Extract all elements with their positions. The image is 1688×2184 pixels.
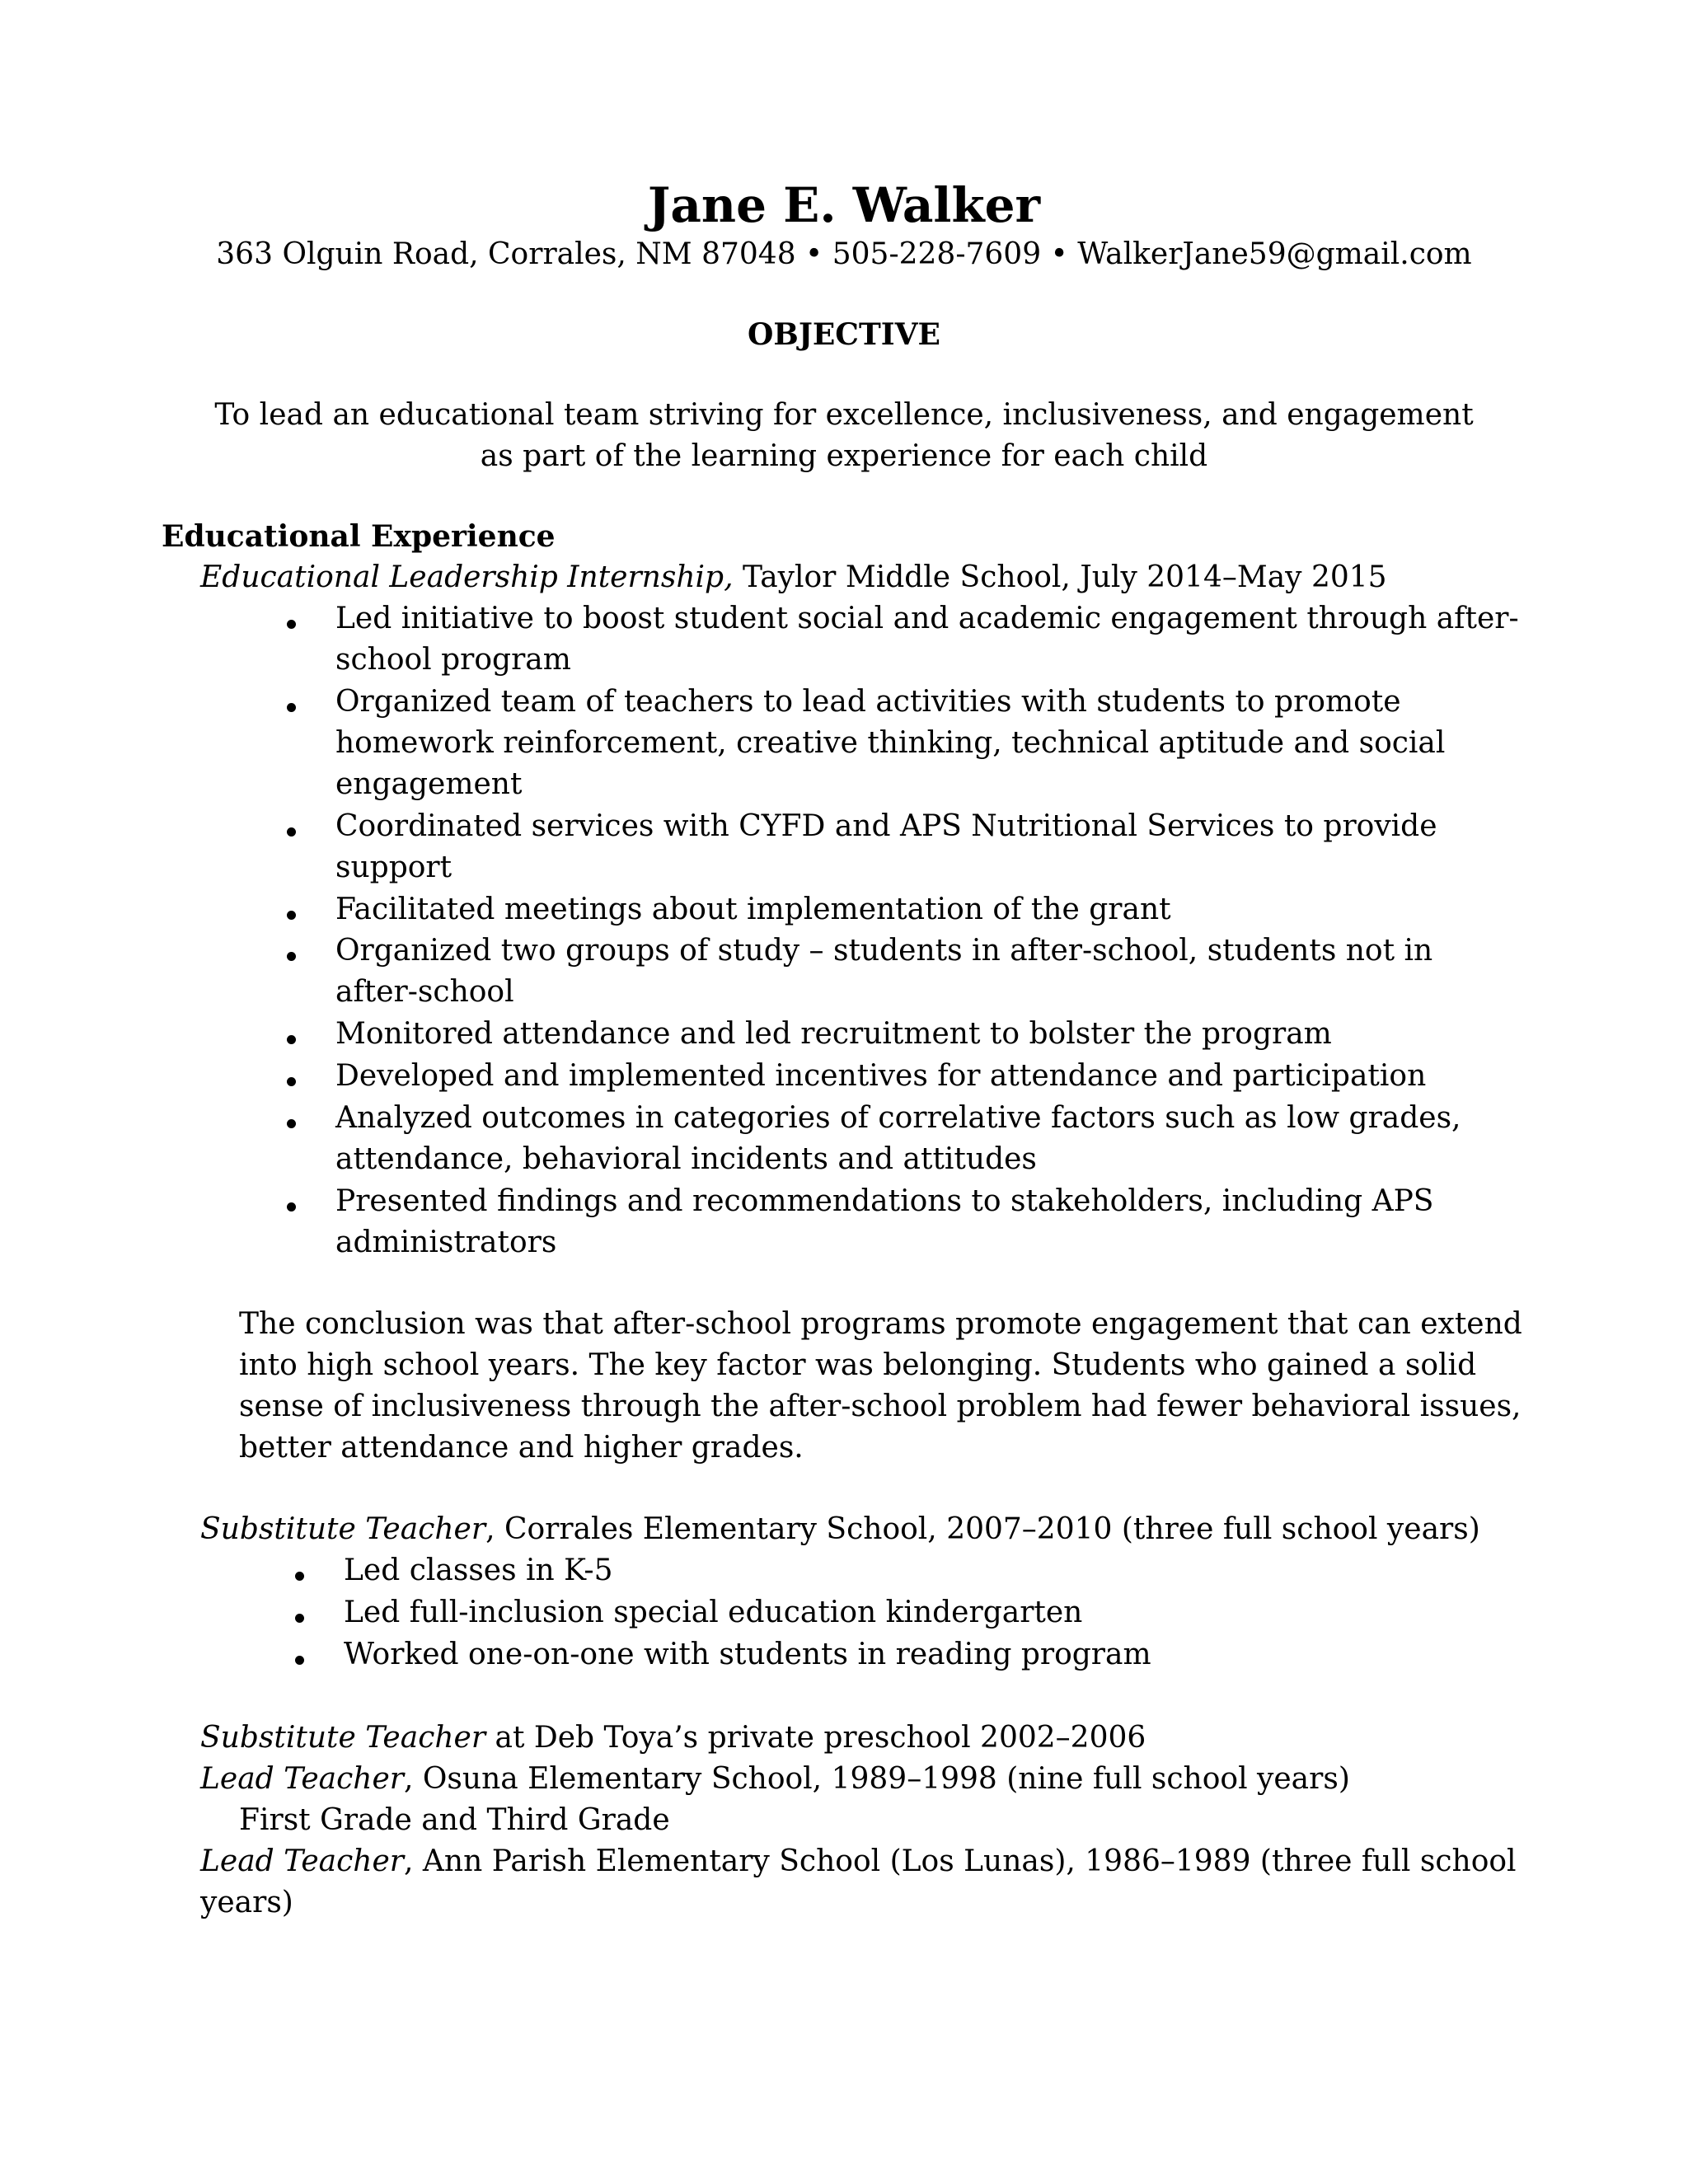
substitute-corrales-detail: , Corrales Elementary School, 2007–2010 (three full school years): [485, 1512, 1480, 1546]
applicant-name: Jane E. Walker: [647, 177, 1041, 233]
internship-bullet-5-line-1: Organized two groups of study – students in after-school, students not in: [335, 934, 1433, 968]
substitute-corrales-title-line: [200, 1512, 1480, 1546]
objective-heading: OBJECTIVE: [748, 317, 940, 352]
internship-bullet-3-line-1: Coordinated services with CYFD and APS Nutritional Services to provide: [335, 809, 1437, 843]
lead-osuna-line: [200, 1762, 1350, 1796]
lead-ann-parish-title: Lead Teacher: [200, 1844, 405, 1878]
substitute-bullet-3: Worked one-on-one with students in reading program: [344, 1638, 1151, 1671]
bullet-dot: [287, 620, 296, 629]
lead-osuna-grades: First Grade and Third Grade: [239, 1803, 670, 1837]
experience-heading: Educational Experience: [162, 519, 556, 554]
lead-ann-parish-detail: , Ann Parish Elementary School (Los Lunas), 1986–1989 (three full school: [404, 1844, 1517, 1878]
bullet-dot: [287, 1077, 296, 1086]
internship-bullet-5-line-2: after-school: [335, 975, 514, 1009]
internship-bullet-8-line-1: Analyzed outcomes in categories of correlative factors such as low grades,: [335, 1101, 1461, 1135]
internship-bullet-8-line-2: attendance, behavioral incidents and attitudes: [335, 1142, 1037, 1176]
bullet-dot: [287, 703, 296, 712]
bullet-dot: [287, 952, 296, 961]
substitute-preschool-detail: at Deb Toya’s private preschool 2002–2006: [485, 1721, 1146, 1755]
lead-ann-parish-line: [200, 1844, 1517, 1878]
substitute-preschool-title: Substitute Teacher: [200, 1721, 486, 1755]
internship-bullet-1-line-2: school program: [335, 643, 571, 677]
conclusion-line-3: sense of inclusiveness through the after-school problem had fewer behavioral issues,: [239, 1390, 1522, 1423]
bullet-dot: [287, 911, 296, 920]
bullet-dot: [295, 1572, 304, 1581]
internship-bullet-2-line-2: homework reinforcement, creative thinking, technical aptitude and social: [335, 726, 1446, 760]
conclusion-line-4: better attendance and higher grades.: [239, 1431, 804, 1465]
internship-detail: Taylor Middle School, July 2014–May 2015: [733, 560, 1387, 594]
substitute-corrales-title: Substitute Teacher: [200, 1512, 486, 1546]
internship-bullet-3-line-2: support: [335, 851, 452, 884]
lead-ann-parish-continued: years): [200, 1886, 293, 1919]
substitute-bullet-1: Led classes in K-5: [344, 1554, 613, 1587]
bullet-dot: [287, 1202, 296, 1212]
contact-info: 363 Olguin Road, Corrales, NM 87048 • 505-228-7609 • WalkerJane59@gmail.com: [216, 237, 1472, 271]
bullet-dot: [295, 1656, 304, 1665]
conclusion-line-1: The conclusion was that after-school programs promote engagement that can extend: [239, 1307, 1522, 1341]
lead-osuna-detail: , Osuna Elementary School, 1989–1998 (nine full school years): [404, 1762, 1350, 1796]
objective-line-2: as part of the learning experience for each child: [480, 439, 1208, 473]
internship-bullet-2-line-3: engagement: [335, 767, 523, 801]
internship-bullet-2-line-1: Organized team of teachers to lead activities with students to promote: [335, 685, 1401, 719]
substitute-preschool-line: [200, 1721, 1146, 1755]
objective-line-1: To lead an educational team striving for excellence, inclusiveness, and engagement: [214, 398, 1474, 432]
internship-bullet-6-line-1: Monitored attendance and led recruitment to bolster the program: [335, 1017, 1332, 1051]
internship-bullet-9-line-2: administrators: [335, 1226, 557, 1259]
internship-bullet-9-line-1: Presented findings and recommendations to stakeholders, including APS: [335, 1184, 1434, 1218]
lead-osuna-title: Lead Teacher: [200, 1762, 405, 1796]
internship-bullet-7-line-1: Developed and implemented incentives for attendance and participation: [335, 1059, 1427, 1093]
bullet-dot: [287, 1035, 296, 1044]
bullet-dot: [295, 1614, 304, 1623]
substitute-bullet-2: Led full-inclusion special education kindergarten: [344, 1596, 1083, 1629]
internship-bullet-4-line-1: Facilitated meetings about implementation of the grant: [335, 893, 1171, 926]
internship-title: Educational Leadership Internship,: [200, 560, 734, 594]
internship-title-line: [200, 560, 1387, 594]
internship-bullet-1-line-1: Led initiative to boost student social and academic engagement through after-: [335, 602, 1519, 635]
bullet-dot: [287, 827, 296, 837]
conclusion-line-2: into high school years. The key factor was belonging. Students who gained a solid: [239, 1348, 1477, 1382]
bullet-dot: [287, 1119, 296, 1128]
